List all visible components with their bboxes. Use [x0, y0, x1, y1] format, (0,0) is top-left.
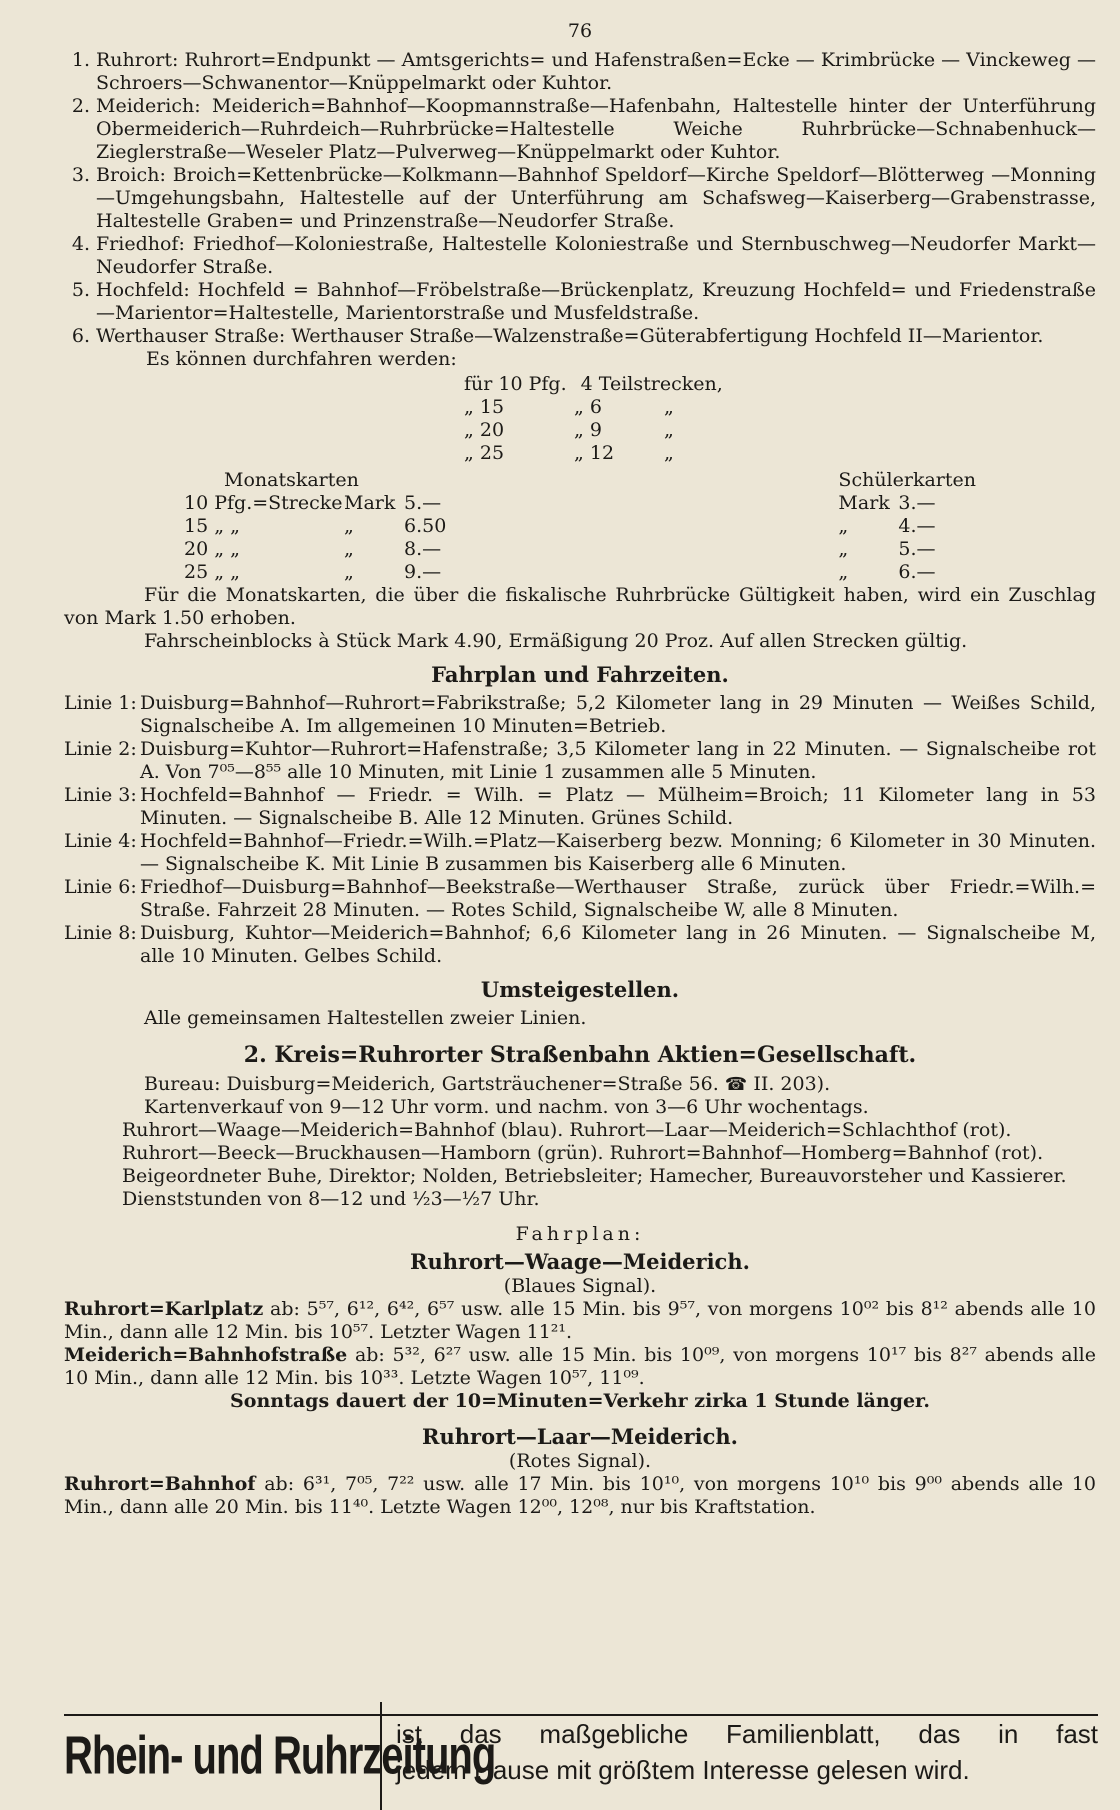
line-entry: Linie 1: Duisburg=Bahnhof—Ruhrort=Fabrikstraße; 5,2 Kilometer lang in 29 Minuten — Weißes Schild, Signalscheibe A. Im allgemeinen 10 Minuten=Betrieb. [64, 692, 1096, 737]
route-list [64, 49, 1096, 348]
monthly-row: 10 Pfg.=Strecke Mark 5.— [184, 492, 442, 514]
schedule-title: Ruhrort—Laar—Meiderich. [422, 1424, 738, 1449]
schedule-title: Ruhrort—Waage—Meiderich. [410, 1249, 750, 1274]
route-name: Werthauser Straße: [96, 325, 286, 347]
route-name: Hochfeld: [96, 279, 190, 301]
student-row: „ 5.— [838, 538, 936, 560]
student-title: Schülerkarten [838, 469, 976, 491]
newspaper-advertisement [64, 1714, 1098, 1796]
route-text: Broich=Kettenbrücke—Kolkmann—Bahnhof Speldorf—Kirche Speldorf—Blötterweg —Monning—Umgehungsbahn, Haltestelle auf der Unterführung am Schafsweg—Kaiserberg—Grabenstrasse, Haltestelle Graben= und Prinzenstraße—Neudorfer Straße. [96, 164, 1096, 232]
route-text: Hochfeld = Bahnhof—Fröbelstraße—Brückenplatz, Kreuzung Hochfeld= und Friedenstraße—Marientor=Haltestelle, Marientorstraße und Musfeldstraße. [96, 279, 1096, 324]
monthly-row: 25 „ „ „ 9.— [184, 561, 442, 583]
student-row: „ 6.— [838, 561, 936, 583]
telephone-icon: ☎ [724, 1074, 748, 1095]
fare-table [64, 373, 1096, 465]
monthly-title: Monatskarten [224, 469, 359, 491]
monthly-row: 20 „ „ „ 8.— [184, 538, 442, 560]
schedule-entry: Ruhrort=Karlplatz ab: 5⁵⁷, 6¹², 6⁴², 6⁵⁷ usw. alle 15 Min. bis 9⁵⁷, von morgens 10⁰² bis 8¹² abends alle 10 Min., dann alle 12 Min. bis 10⁵⁷. Letzter Wagen 11²¹. [64, 1298, 1096, 1343]
student-row: Mark 3.— [838, 492, 936, 514]
route-entry: 1. Ruhrort: Ruhrort=Endpunkt — Amtsgerichts= und Hafenstraßen=Ecke — Krimbrücke — Vinckeweg — Schroers—Schwanentor—Knüppelmarkt oder Kuhtor. [71, 49, 1096, 94]
ticket-sales-hours: Kartenverkauf von 9—12 Uhr vorm. und nachm. von 3—6 Uhr wochentags. [144, 1096, 869, 1118]
fare-row: „ 15 „ 6 „ [464, 396, 674, 418]
line-entry: Linie 3: Hochfeld=Bahnhof — Friedr. = Wilh. = Platz — Mülheim=Broich; 11 Kilometer lang in 53 Minuten. — Signalscheibe B. Alle 12 Minuten. Grünes Schild. [64, 784, 1096, 829]
route-entry: 6. Werthauser Straße: Werthauser Straße—Walzenstraße=Güterabfertigung Hochfeld II—Marientor. [71, 325, 1044, 347]
ticket-prices [64, 469, 1096, 584]
line-entry: Linie 2: Duisburg=Kuhtor—Ruhrort=Hafenstraße; 3,5 Kilometer lang in 22 Minuten. — Signalscheibe rot A. Von 7⁰⁵—8⁵⁵ alle 10 Minuten, mit Linie 1 zusammen alle 5 Minuten. [64, 738, 1096, 783]
route-entry: 5. Hochfeld: Hochfeld = Bahnhof—Fröbelstraße—Brückenplatz, Kreuzung Hochfeld= und Friedenstraße—Marientor=Haltestelle, Marientorstraße und Musfeldstraße. [71, 279, 1096, 324]
fare-row: für 10 Pfg. 4 Teilstrecken, [464, 373, 723, 395]
route-text: Friedhof—Koloniestraße, Haltestelle Koloniestraße und Sternbuschweg—Neudorfer Markt—Neudorfer Straße. [96, 233, 1096, 278]
fare-row: „ 20 „ 9 „ [464, 419, 674, 441]
timetable-heading: Fahrplan und Fahrzeiten. [431, 662, 729, 687]
schedule-signal: (Blaues Signal). [503, 1275, 657, 1297]
company-heading: 2. Kreis=Ruhrorter Straßenbahn Aktien=Gesellschaft. [243, 1042, 917, 1068]
route-name: Ruhrort: [96, 49, 179, 71]
student-tickets [838, 469, 976, 584]
route-text: Werthauser Straße—Walzenstraße=Güterabfertigung Hochfeld II—Marientor. [291, 325, 1044, 347]
company-staff: Beigeordneter Buhe, Direktor; Nolden, Betriebsleiter; Hamecher, Bureauvorsteher und Kassierer. [122, 1165, 1067, 1187]
page-number: 76 [567, 20, 593, 42]
transfer-text: Alle gemeinsamen Haltestellen zweier Linien. [144, 1007, 587, 1029]
route-entry: 3. Broich: Broich=Kettenbrücke—Kolkmann—Bahnhof Speldorf—Kirche Speldorf—Blötterweg —Monning—Umgehungsbahn, Haltestelle auf der Unterführung am Schafsweg—Kaiserberg—Grabenstrasse, Haltestelle Graben= und Prinzenstraße—Neudorfer Straße. [71, 164, 1096, 232]
student-row: „ 4.— [838, 515, 936, 537]
schedule-signal: (Rotes Signal). [508, 1450, 652, 1472]
office-hours: Dienststunden von 8—12 und ½3—½7 Uhr. [122, 1188, 540, 1210]
surcharge-note: Für die Monatskarten, die über die fiskalische Ruhrbrücke Gültigkeit haben, wird ein Zuschlag von Mark 1.50 erhoben. [64, 584, 1096, 629]
route-name: Broich: [96, 164, 166, 186]
sunday-note: Sonntags dauert der 10=Minuten=Verkehr zirka 1 Stunde länger. [230, 1390, 930, 1412]
schedule-entry: Meiderich=Bahnhofstraße ab: 5³², 6²⁷ usw. alle 15 Min. bis 10⁰⁹, von morgens 10¹⁷ bis 8²⁷ abends alle 10 Min., dann alle 12 Min. bis 10³³. Letzte Wagen 10⁵⁷, 11⁰⁹. [64, 1344, 1096, 1389]
line-list [64, 692, 1096, 968]
monthly-row: 15 „ „ „ 6.50 [184, 515, 447, 537]
route-entry: 2. Meiderich: Meiderich=Bahnhof—Koopmannstraße—Hafenbahn, Haltestelle hinter der Unterführung Obermeiderich—Ruhrdeich—Ruhrbrücke=Haltestelle Weiche Ruhrbrücke—Schnabenhuck—Zieglerstraße—Weseler Platz—Pulverweg—Knüppelmarkt oder Kuhtor. [71, 95, 1096, 163]
ticket-blocks-note: Fahrscheinblocks à Stück Mark 4.90, Ermäßigung 20 Proz. Auf allen Strecken gültig. [144, 630, 968, 652]
fares-intro: Es können durchfahren werden: [146, 348, 457, 370]
transfer-heading: Umsteigestellen. [480, 977, 680, 1002]
fahrplan-label: Fahrplan: [515, 1223, 645, 1245]
schedule-entry: Ruhrort=Bahnhof ab: 6³¹, 7⁰⁵, 7²² usw. alle 17 Min. bis 10¹⁰, von morgens 10¹⁰ bis 9⁰⁰ abends alle 10 Min., dann alle 20 Min. bis 11⁴⁰. Letzte Wagen 12⁰⁰, 12⁰⁸, nur bis Kraftstation. [64, 1473, 1096, 1518]
fare-row: „ 25 „ 12 „ [464, 442, 674, 464]
route-text: Meiderich=Bahnhof—Koopmannstraße—Hafenbahn, Haltestelle hinter der Unterführung Obermeiderich—Ruhrdeich—Ruhrbrücke=Haltestelle Weiche Ruhrbrücke—Schnabenhuck—Zieglerstraße—Weseler Platz—Pulverweg—Knüppelmarkt oder Kuhtor. [96, 95, 1096, 163]
route-entry: 4. Friedhof: Friedhof—Koloniestraße, Haltestelle Koloniestraße und Sternbuschweg—Neudorfer Markt—Neudorfer Straße. [71, 233, 1096, 278]
line-entry: Linie 8: Duisburg, Kuhtor—Meiderich=Bahnhof; 6,6 Kilometer lang in 26 Minuten. — Signalscheibe M, alle 10 Minuten. Gelbes Schild. [64, 922, 1096, 967]
route-text: Ruhrort=Endpunkt — Amtsgerichts= und Hafenstraßen=Ecke — Krimbrücke — Vinckeweg — Schroers—Schwanentor—Knüppelmarkt oder Kuhtor. [96, 49, 1096, 94]
line-entry: Linie 6: Friedhof—Duisburg=Bahnhof—Beekstraße—Werthauser Straße, zurück über Friedr.=Wilh.= Straße. Fahrzeit 28 Minuten. — Rotes Schild, Signalscheibe W, alle 8 Minuten. [64, 876, 1096, 921]
bureau-line: Bureau: Duisburg=Meiderich, Gartsträuchener=Straße 56. ☎ II. 203). [144, 1073, 831, 1095]
company-routes-a: Ruhrort—Waage—Meiderich=Bahnhof (blau). Ruhrort—Laar—Meiderich=Schlachthof (rot). [122, 1119, 1012, 1141]
company-routes-b: Ruhrort—Beeck—Bruckhausen—Hamborn (grün). Ruhrort=Bahnhof—Homberg=Bahnhof (rot). [122, 1142, 1044, 1164]
newspaper-logo: Rhein- und Ruhrzeitung [64, 1702, 382, 1810]
line-entry: Linie 4: Hochfeld=Bahnhof—Friedr.=Wilh.=Platz—Kaiserberg bezw. Monning; 6 Kilometer in 30 Minuten. — Signalscheibe K. Mit Linie B zusammen bis Kaiserberg alle 6 Minuten. [64, 830, 1096, 875]
route-name: Friedhof: [96, 233, 185, 255]
monthly-tickets [184, 469, 446, 584]
route-name: Meiderich: [96, 95, 201, 117]
advertisement-slogan: ist das maßgebliche Familienblatt, das in fast jedem Hause mit größtem Interesse gelesen wird. [396, 1719, 1098, 1785]
